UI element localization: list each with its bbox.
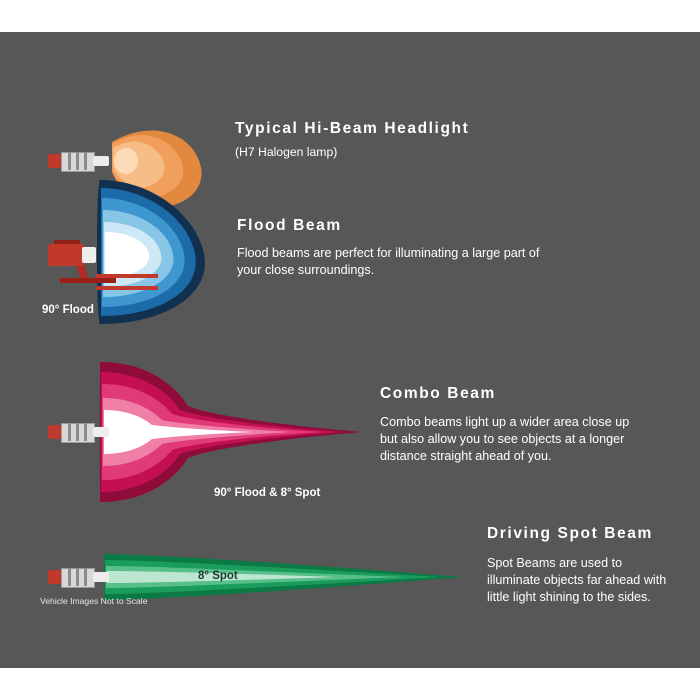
hi-beam-title: Typical Hi-Beam Headlight bbox=[235, 120, 470, 137]
combo-beam-badge: 90° Flood & 8° Spot bbox=[214, 487, 321, 499]
hi-beam-subtitle: (H7 Halogen lamp) bbox=[235, 145, 338, 159]
flood-beam-body: Flood beams are perfect for illuminating a large part of your close surroundings. bbox=[237, 246, 540, 277]
scale-disclaimer: Vehicle Images Not to Scale bbox=[40, 596, 148, 606]
flood-beam-badge: 90° Flood bbox=[42, 304, 94, 316]
diagram-panel bbox=[0, 32, 700, 668]
combo-beam-body: Combo beams light up a wider area close up but also allow you to see objects at a longer distance straight ahead of you. bbox=[380, 415, 630, 463]
driving-spot-beam-body: Spot Beams are used to illuminate objects far ahead with little light shining to the sides. bbox=[487, 556, 667, 604]
combo-beam-title: Combo Beam bbox=[380, 385, 496, 402]
halogen-bulb-icon-3 bbox=[48, 567, 114, 587]
flood-beam-title: Flood Beam bbox=[237, 217, 342, 234]
driving-spot-beam-badge: 8° Spot bbox=[198, 570, 238, 582]
driving-spot-beam-title: Driving Spot Beam bbox=[487, 525, 653, 542]
